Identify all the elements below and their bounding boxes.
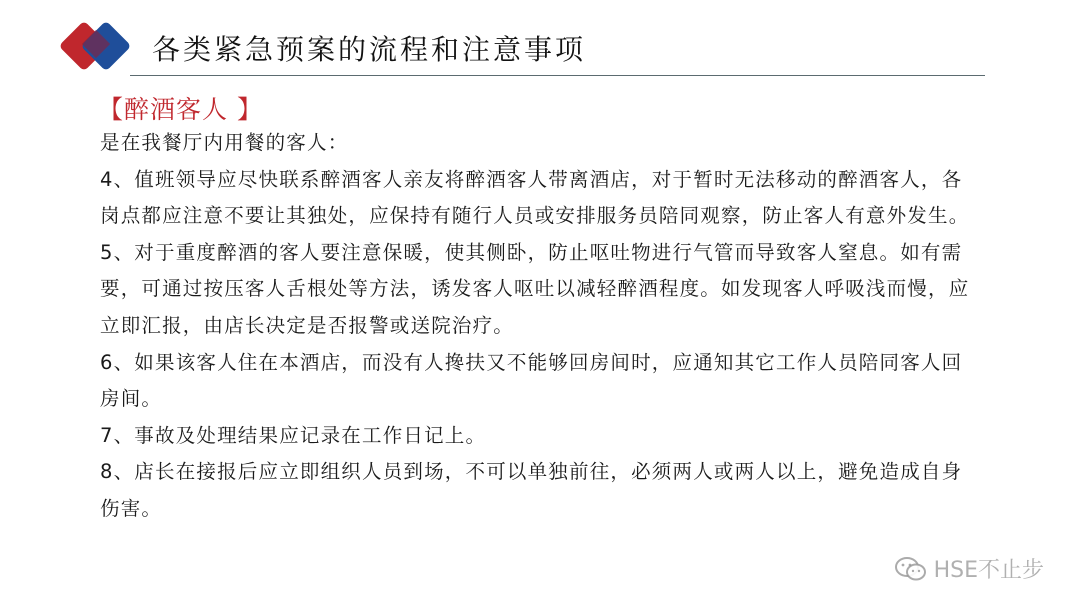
list-item [100, 454, 980, 527]
header-divider [130, 75, 985, 76]
page-title: 各类紧急预案的流程和注意事项 [152, 33, 587, 66]
item-text: 、值班领导应尽快联系醉酒客人亲友将醉酒客人带离酒店，对于暂时无法移动的醉酒客人，各岗点都应注意不要让其独处，应保持有随行人员或安排服务员陪同观察，防止客人有意外发生。 [100, 167, 970, 228]
item-text: 、对于重度醉酒的客人要注意保暖，使其侧卧，防止呕吐物进行气管而导致客人窒息。如有需要，可通过按压客人舌根处等方法，诱发客人呕吐以减轻醉酒程度。如发现客人呼吸浅而慢，应立即汇报，由店长决定是否报警或送院治疗。 [100, 240, 970, 337]
item-number: 8 [100, 460, 114, 484]
item-text: 、如果该客人住在本酒店，而没有人搀扶又不能够回房间时，应通知其它工作人员陪同客人回房间。 [100, 350, 963, 411]
watermark [894, 553, 1044, 584]
list-item [100, 235, 980, 345]
item-number: 5 [100, 240, 114, 264]
list-item [100, 345, 980, 418]
item-number: 7 [100, 423, 114, 447]
list-item [100, 162, 980, 235]
section-heading: 【醉酒客人 】 [98, 95, 263, 124]
list-item [100, 418, 980, 455]
item-text: 、店长在接报后应立即组织人员到场，不可以单独前往，必须两人或两人以上，避免造成自身伤害。 [100, 460, 963, 520]
item-number: 6 [100, 350, 114, 374]
intro-text: 是在我餐厅内用餐的客人： [100, 131, 349, 154]
watermark-text: HSE不止步 [933, 558, 1044, 583]
wechat-icon [894, 555, 928, 583]
item-text: 、事故及处理结果应记录在工作日记上。 [113, 423, 487, 447]
item-number: 4 [100, 167, 114, 191]
content-body [100, 125, 980, 528]
logo-icon [56, 14, 140, 84]
